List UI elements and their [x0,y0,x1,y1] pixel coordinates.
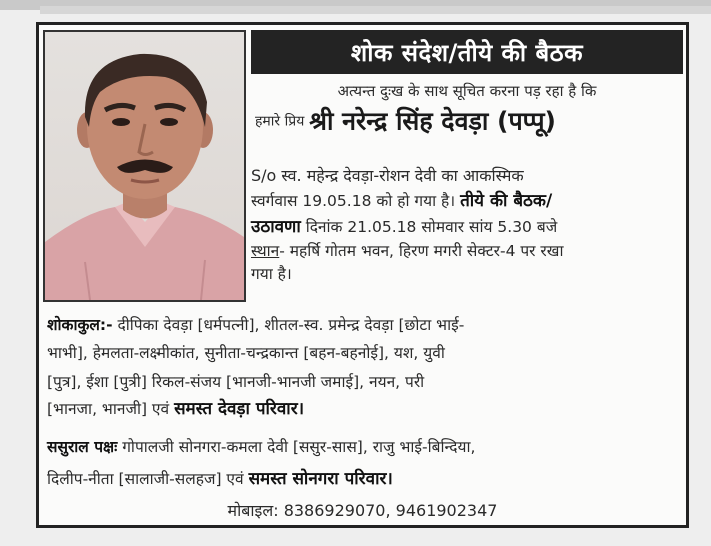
inlaws-line-1 [47,437,475,457]
deceased-name: श्री नरेन्द्र सिंह देवड़ा (पप्पू) [309,106,556,136]
demise-line [251,191,552,211]
mourners-line-3: [पुत्र], ईशा [पुत्री] रिकल-संजय [भानजी-भानजी जमाई], नयन, परी [47,373,425,391]
mobile-numbers: मोबाइल: 8386929070, 9461902347 [227,501,498,520]
venue-line-end: गया है। [251,265,292,283]
notice-title: शोक संदेश/तीये की बैठक [251,30,683,74]
mourners-text-1: दीपिका देवड़ा [धर्मपत्नी], शीतल-स्व. प्रमेन्द्र देवड़ा [छोटा भाई- [117,316,465,334]
songara-family: समस्त सोनगरा परिवार। [248,469,393,489]
mourners-label: शोकाकुल:- [47,316,113,334]
uthavna-label: उठावणा [251,217,301,237]
meeting-date-line [251,217,557,237]
mourners-text-4: [भानजा, भानजी] एवं [47,400,170,418]
inlaws-text-1: गोपालजी सोनगरा-कमला देवी [ससुर-सास], राजु भाई-बिन्दिया, [122,438,476,456]
venue-label: स्थान [251,242,280,260]
obituary-notice [36,22,689,528]
page-top-shadow [40,6,711,14]
greeting-line [255,106,556,136]
venue-line [251,241,563,261]
greeting-prefix: हमारे प्रिय [255,113,305,130]
inlaws-line-2 [47,469,393,489]
devda-family: समस्त देवड़ा परिवार। [174,399,305,419]
intro-text: अत्यन्त दुःख के साथ सूचित करना पड़ रहा है कि [337,82,597,100]
portrait-illustration [45,32,244,300]
inlaws-text-2: दिलीप-नीता [सालाजी-सलहज] एवं [47,470,244,488]
meeting-heading: तीये की बैठक/ [460,191,553,211]
mourners-line-1 [47,315,464,335]
mourners-line-4 [47,399,304,419]
inlaws-label: ससुराल पक्षः [47,438,118,456]
portrait-photo [43,30,246,302]
parentage-line: S/o स्व. महेन्द्र देवड़ा-रोशन देवी का आकस्मिक [251,166,524,185]
venue-text: - महर्षि गोतम भवन, हिरण मगरी सेक्टर-4 पर रखा [279,242,564,260]
meeting-date-text: दिनांक 21.05.18 सोमवार सांय 5.30 बजे [305,218,558,236]
mourners-line-2: भाभी], हेमलता-लक्ष्मीकांत, सुनीता-चन्द्रकान्त [बहन-बहनोई], यश, युवी [47,344,445,362]
demise-date-text: स्वर्गवास 19.05.18 को हो गया है। [251,192,456,210]
